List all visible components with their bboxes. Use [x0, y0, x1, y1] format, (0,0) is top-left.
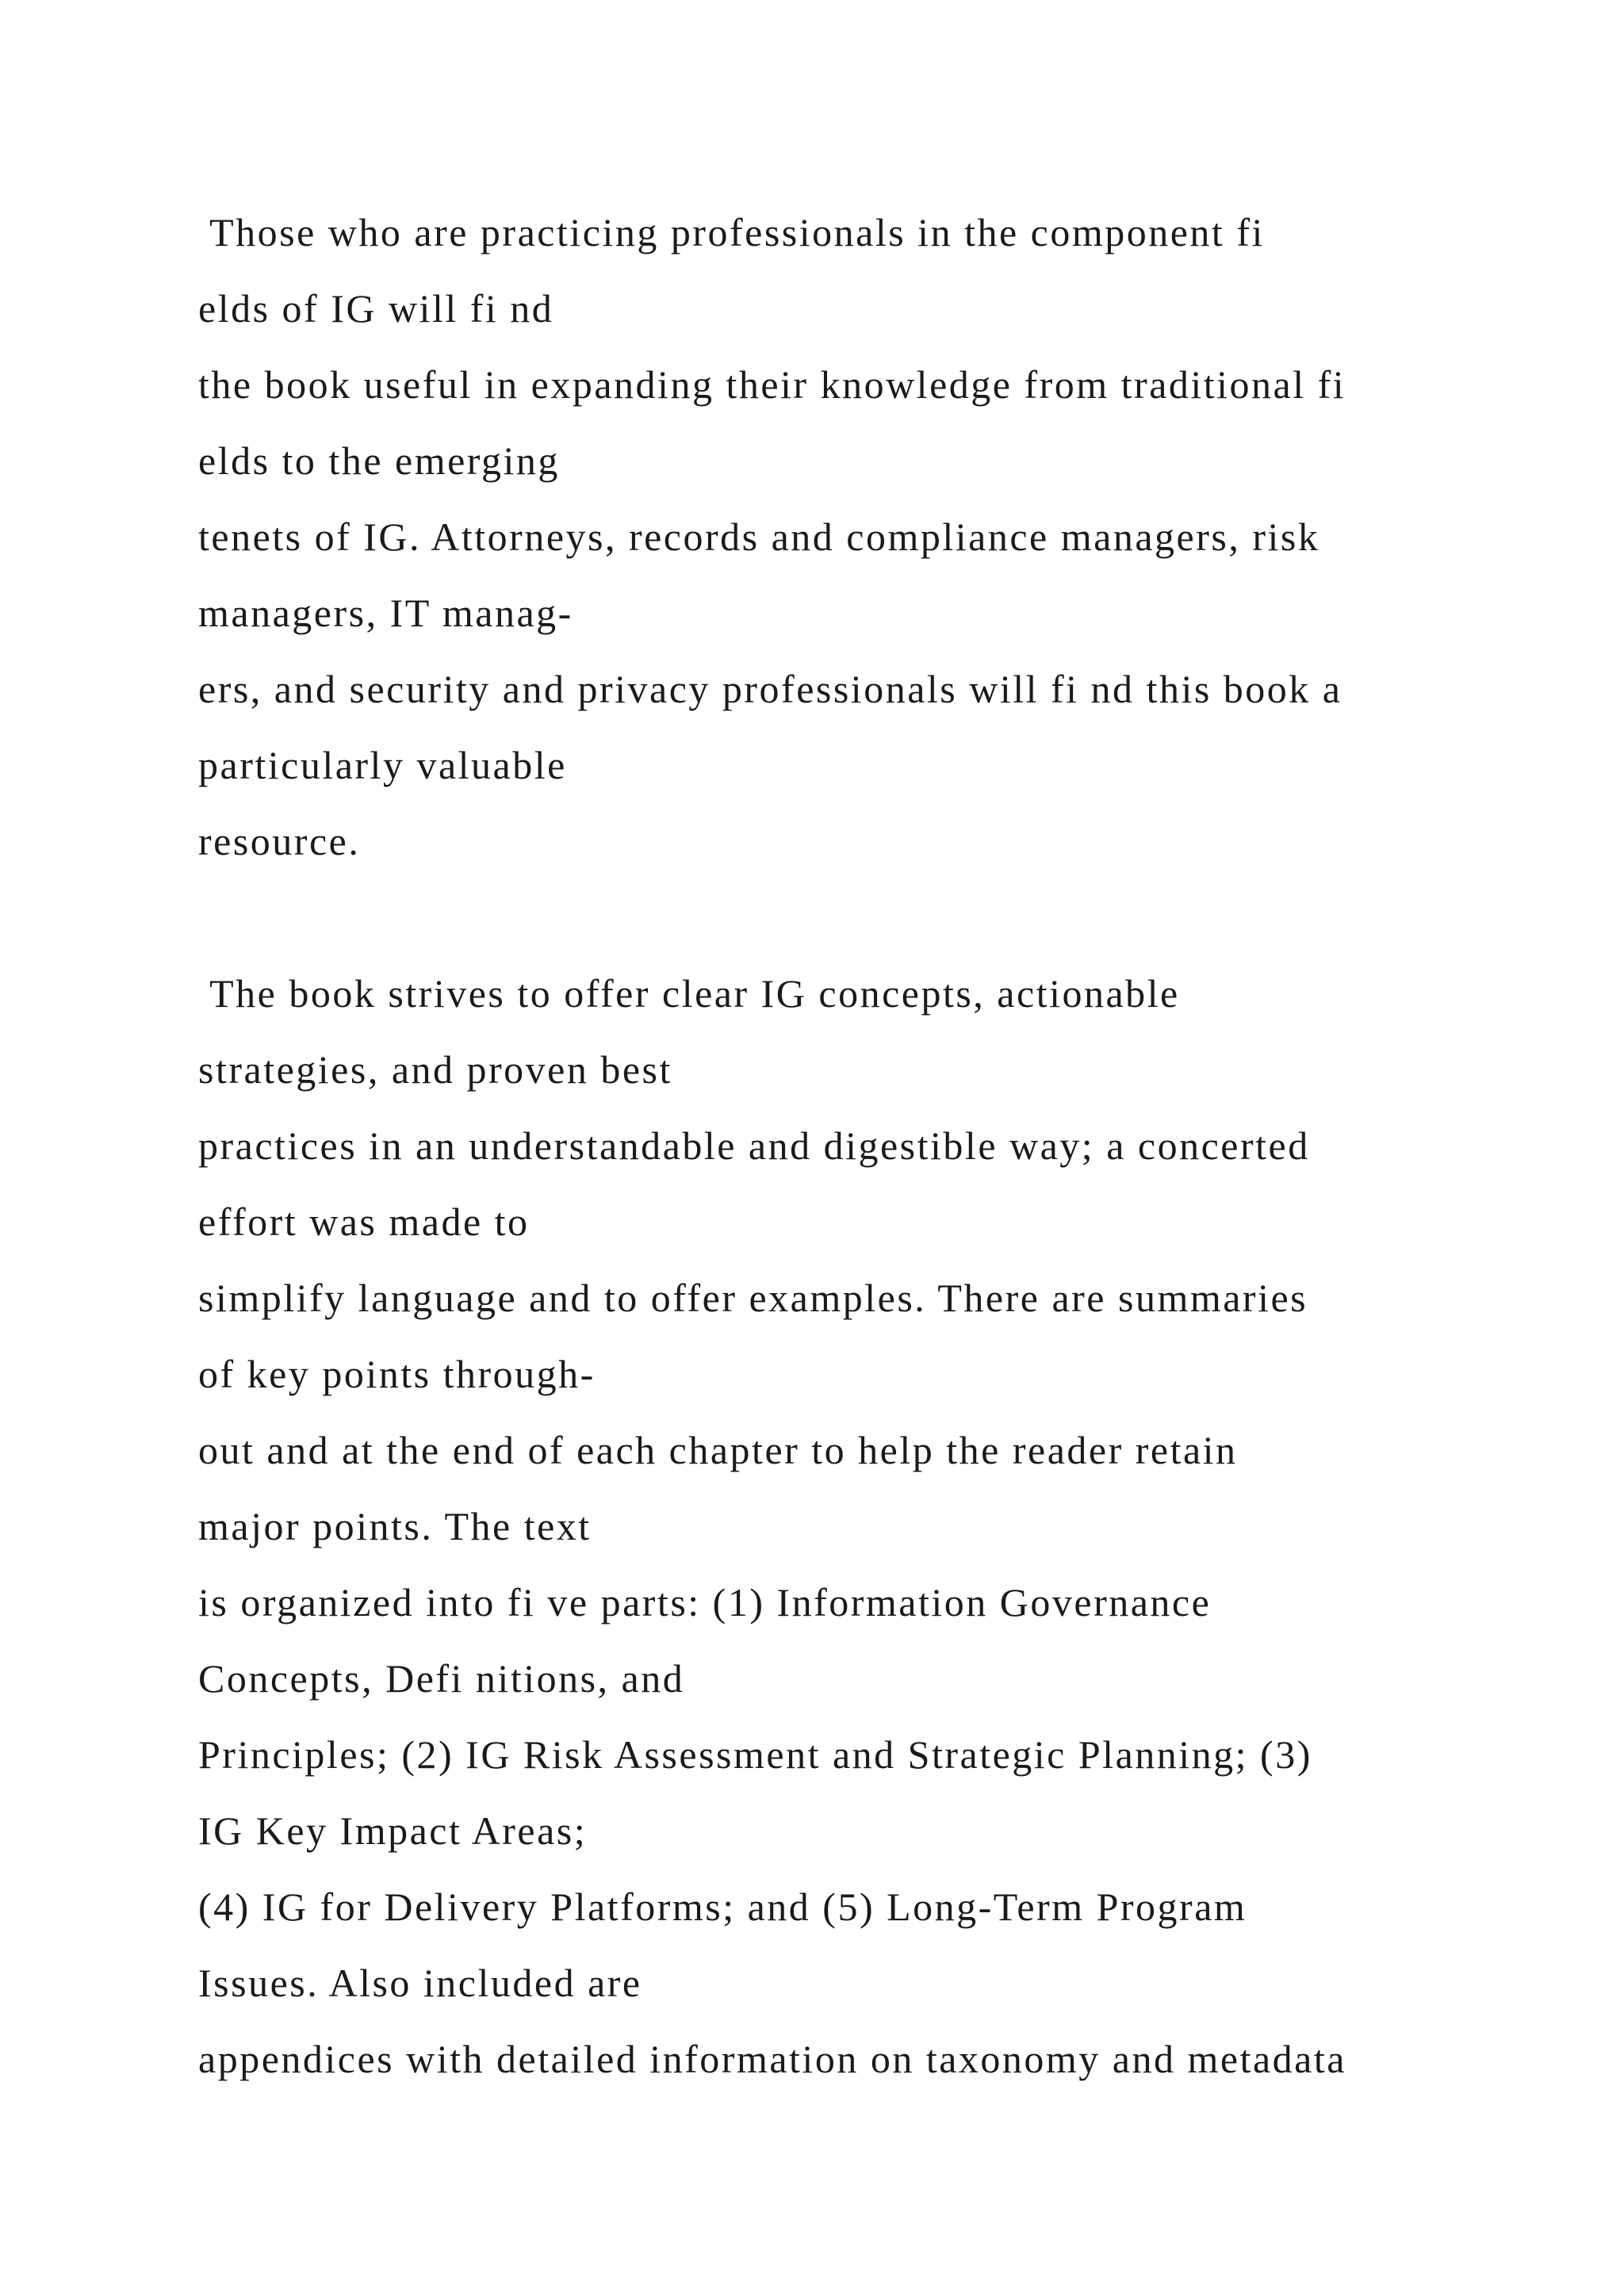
text-line: practices in an understandable and digestible way; a concerted [198, 1123, 1310, 1168]
paragraph-book-structure [198, 955, 1610, 2097]
text-line: tenets of IG. Attorneys, records and compliance managers, risk [198, 515, 1320, 559]
text-line: managers, IT manag- [198, 591, 573, 635]
text-line: Concepts, Defi nitions, and [198, 1656, 685, 1701]
text-line: The book strives to offer clear IG concepts, actionable [198, 971, 1180, 1016]
text-line: elds to the emerging [198, 438, 560, 483]
text-line: simplify language and to offer examples. There are summaries [198, 1276, 1308, 1320]
text-line: Issues. Also included are [198, 1961, 642, 2005]
text-line: Principles; (2) IG Risk Assessment and Strategic Planning; (3) [198, 1732, 1312, 1777]
text-line: major points. The text [198, 1504, 592, 1548]
text-line: strategies, and proven best [198, 1047, 672, 1092]
text-line: of key points through- [198, 1352, 596, 1396]
text-line: resource. [198, 819, 361, 863]
text-line: appendices with detailed information on taxonomy and metadata [198, 2037, 1346, 2081]
text-line: particularly valuable [198, 743, 567, 787]
text-line: (4) IG for Delivery Platforms; and (5) Long-Term Program [198, 1885, 1247, 1929]
text-line: is organized into fi ve parts: (1) Information Governance [198, 1580, 1212, 1624]
text-line: elds of IG will fi nd [198, 286, 554, 331]
text-line: the book useful in expanding their knowledge from traditional fi [198, 362, 1346, 407]
text-line: ers, and security and privacy professionals will fi nd this book a [198, 667, 1342, 711]
text-line: out and at the end of each chapter to help the reader retain [198, 1428, 1238, 1472]
text-line: effort was made to [198, 1200, 530, 1244]
text-line: IG Key Impact Areas; [198, 1808, 588, 1853]
text-line: Those who are practicing professionals in the component fi [198, 210, 1265, 254]
paragraph-intended-audience [198, 194, 1610, 879]
